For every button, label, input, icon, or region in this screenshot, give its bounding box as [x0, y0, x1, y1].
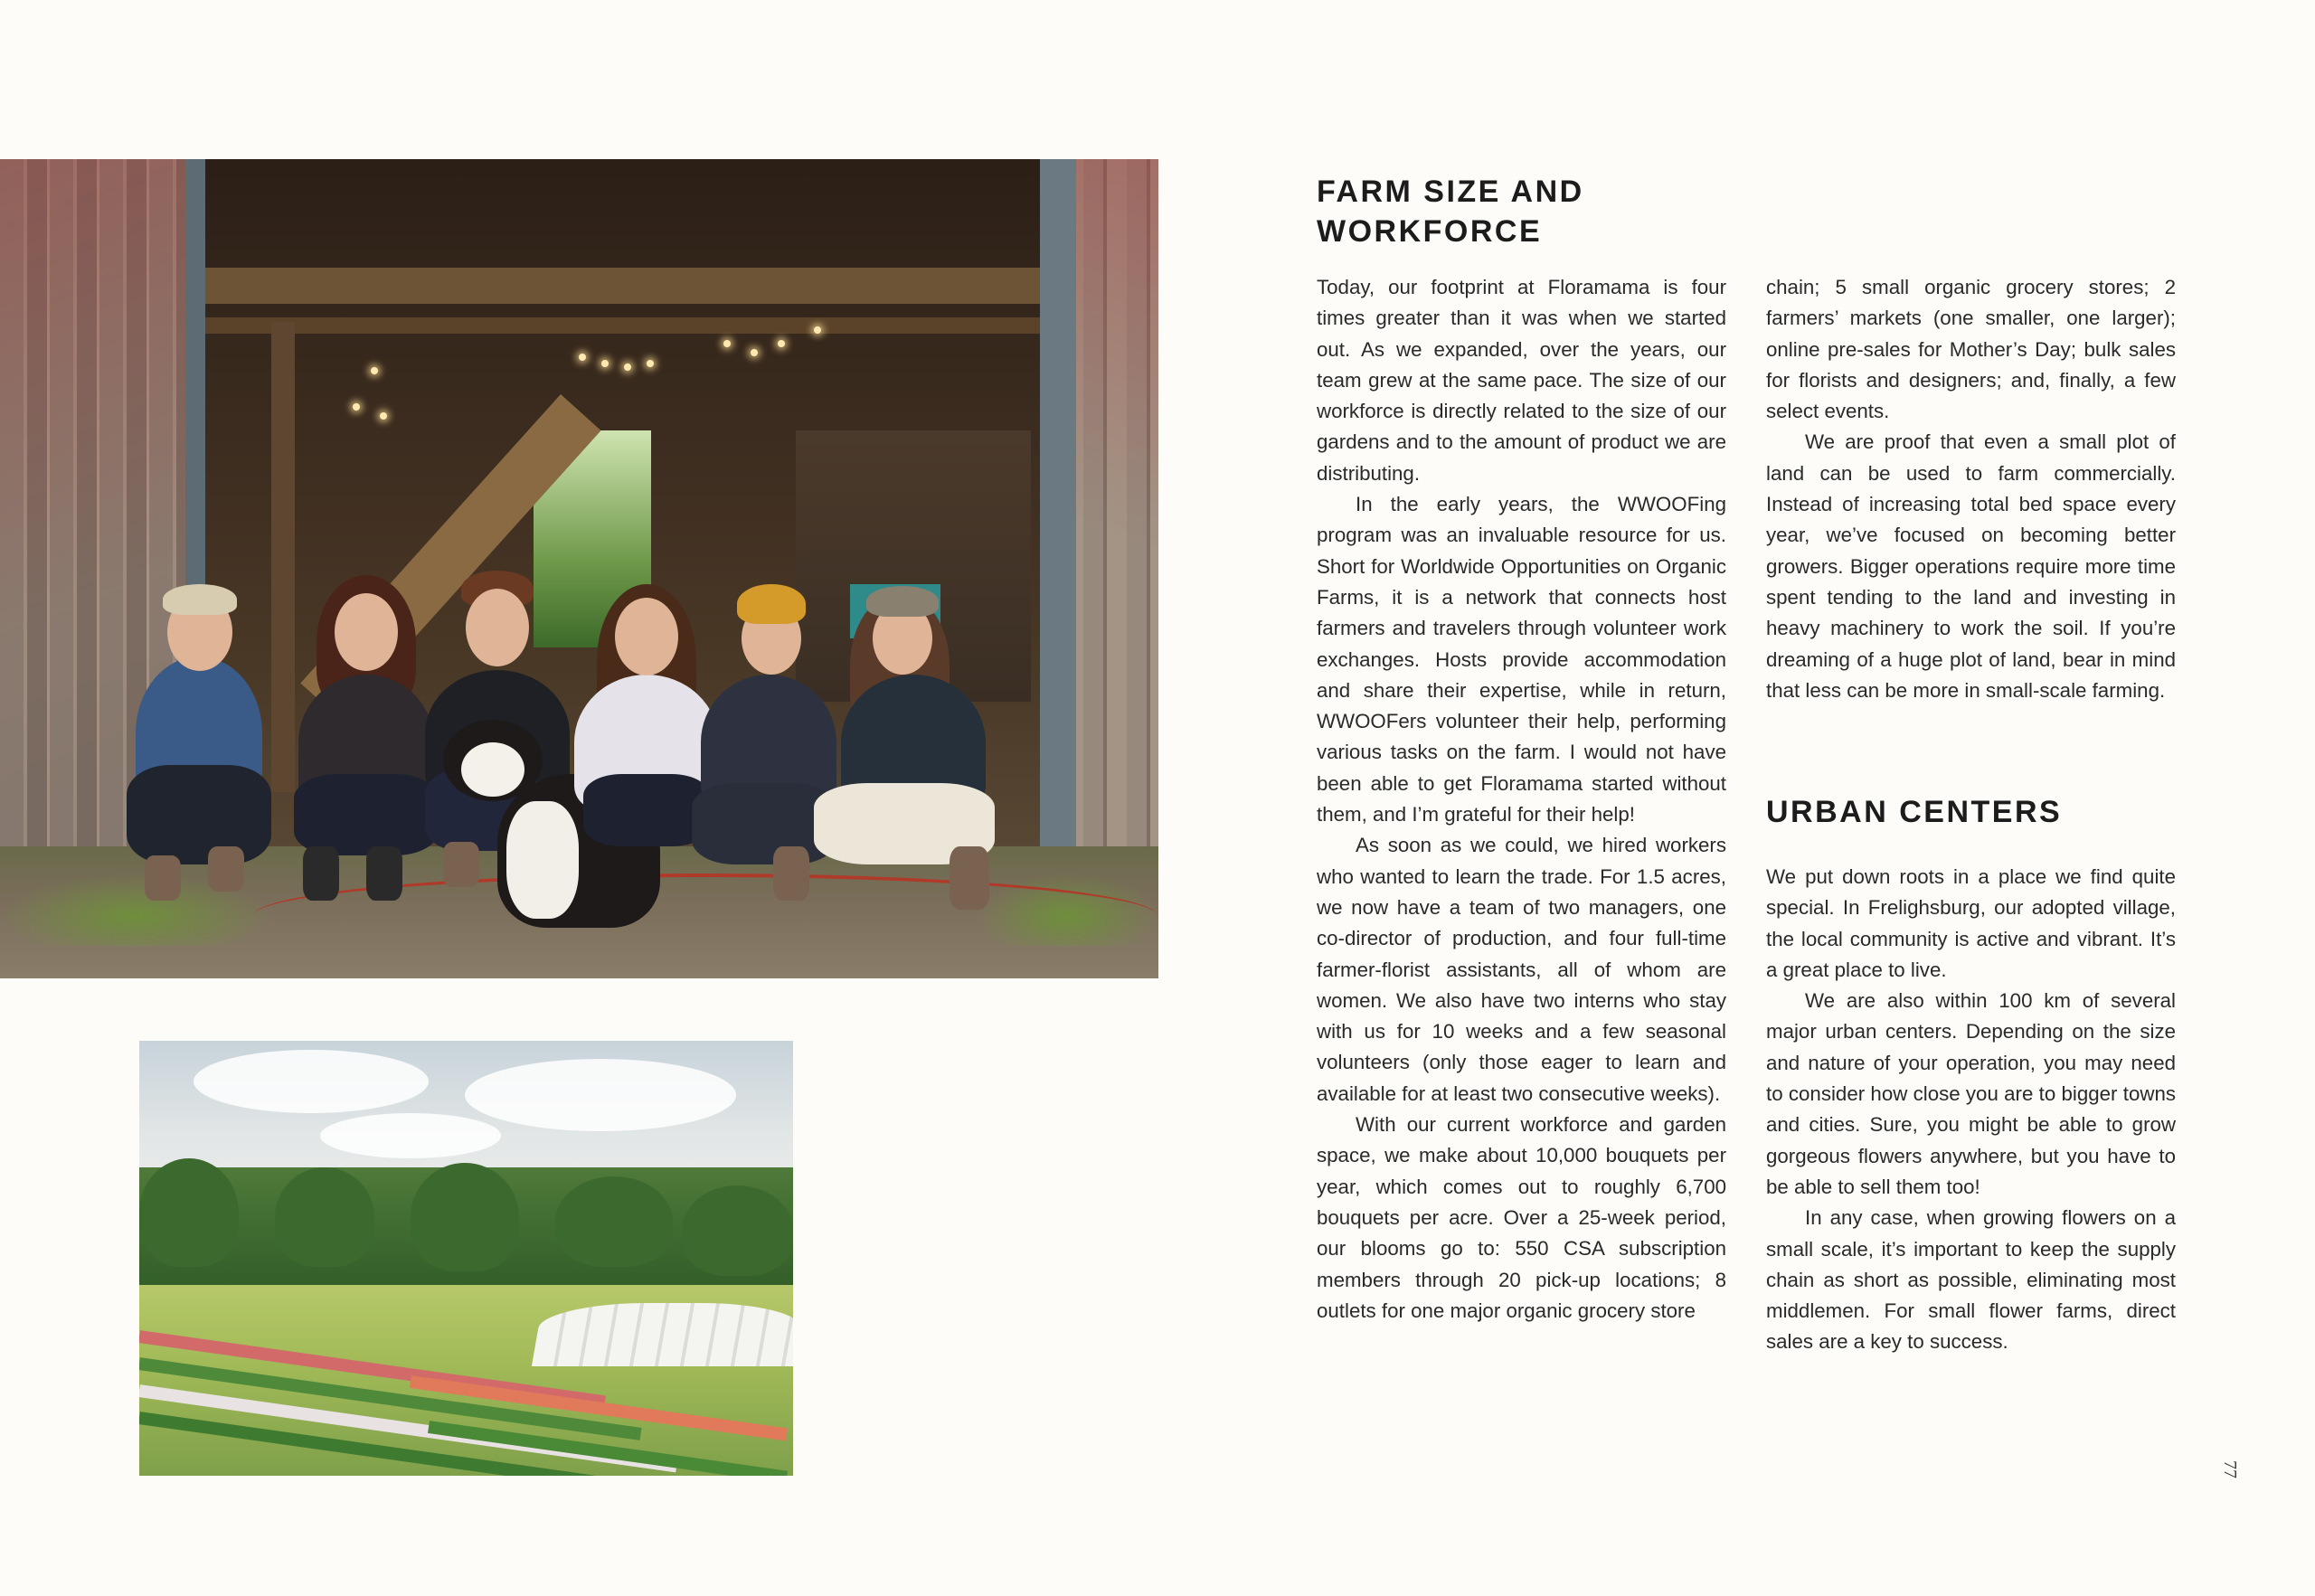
- paragraph: chain; 5 small organic grocery stores; 2 farmers’ markets (one smaller, one larger); online pre-sales for Mother’s Day; bulk sales for florists and designers; and, finally, a few select events.: [1766, 276, 2176, 423]
- paragraph: We put down roots in a place we find quite special. In Frelighsburg, our adopted village, the local community is active and vibrant. It’s a great place to live.: [1766, 865, 2176, 981]
- person: [109, 584, 289, 910]
- section-heading-urban-centers: URBAN CENTERS: [1766, 795, 2063, 829]
- person: [814, 575, 1004, 919]
- text-column-1: [1317, 272, 1726, 1327]
- paragraph: We are proof that even a small plot of land can be used to farm commercially. Instead of increasing total bed space every year, we’ve focused on becoming better growers. Bigger operations require more time spent tending to the land and investing in heavy machinery to work the soil. If you’re dreaming of a huge plot of land, bear in mind that less can be more in small-scale farming.: [1766, 430, 2176, 702]
- paragraph: We are also within 100 km of several major urban centers. Depending on the size and nature of your operation, you may need to consider how close you are to bigger towns and cities. Sure, you might be able to grow gorgeous flowers anywhere, but you have to be able to sell them too!: [1766, 989, 2176, 1198]
- paragraph: As soon as we could, we hired workers who wanted to learn the trade. For 1.5 acres, we now have a team of two managers, one co-director of production, and four full-time farmer-florist assistants, all of whom are women. We also have two interns who stay with us for 10 weeks and a few seasonal volunteers (only those eager to learn and available for at least two consecutive weeks).: [1317, 834, 1726, 1105]
- paragraph: With our current workforce and garden space, we make about 10,000 bouquets per year, which comes out to roughly 6,700 bouquets per acre. Over a 25-week period, our blooms go to: 550 CSA subscription members through 20 pick-up locations; 8 outlets for one major organic grocery store: [1317, 1113, 1726, 1322]
- paragraph: In any case, when growing flowers on a small scale, it’s important to keep the supply chain as short as possible, eliminating most middlemen. For small flower farms, direct sales are a key to success.: [1766, 1206, 2176, 1354]
- paragraph: In the early years, the WWOOFing program was an invaluable resource for us. Short for Worldwide Opportunities on Organic Farms, it is a network that connects host farmers and travelers through volunteer work exchanges. Hosts provide accommodation and share their expertise, while in return, WWOOFers volunteer their help, performing various tasks on the farm. I would not have been able to get Floramama started without them, and I’m grateful for their help!: [1317, 493, 1726, 826]
- paragraph: Today, our footprint at Floramama is four times greater than it was when we started out. As we expanded, over the years, our team grew at the same pace. The size of our workforce is directly related to the size of our gardens and to the amount of product we are distributing.: [1317, 276, 1726, 485]
- section-heading-farm-size: FARM SIZE AND WORKFORCE: [1317, 175, 1584, 249]
- barn-team-photo: [0, 159, 1158, 978]
- flower-field-photo: [139, 1041, 793, 1476]
- page-number: 77: [2220, 1460, 2240, 1478]
- hoop-tunnel: [532, 1303, 793, 1366]
- text-column-2: [1766, 272, 2176, 706]
- urban-centers-text: [1766, 862, 2176, 1358]
